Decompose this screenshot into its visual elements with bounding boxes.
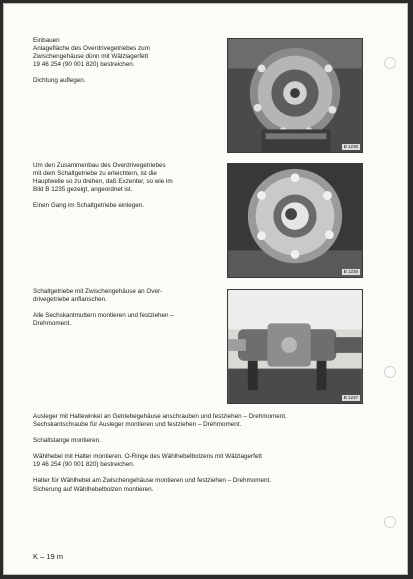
binder-hole xyxy=(384,366,396,378)
figure-b1236-photo xyxy=(227,38,363,153)
bottom-instructions xyxy=(33,413,373,494)
instruction-line: Bild B 1235 gezeigt, angeordnet ist. xyxy=(33,186,133,194)
instruction-line: Schaltstange montieren. xyxy=(33,437,101,445)
instruction-line: Drehmoment. xyxy=(33,320,72,328)
figure-b1235-photo xyxy=(227,163,363,278)
instruction-line: Halter für Wählhebel am Zwischengehäuse montieren und festziehen – Drehmoment. xyxy=(33,477,272,485)
instruction-line: Sechskantschraube für Ausleger montieren und festziehen – Drehmoment. xyxy=(33,421,242,429)
instruction-line: drivegetriebe anflanschen. xyxy=(33,296,107,304)
mainshaft-flange-illustration xyxy=(228,164,362,277)
manual-page xyxy=(3,3,408,575)
section-heading: Einbauen xyxy=(33,37,60,44)
figure-label: B 1235 xyxy=(343,269,358,274)
instruction-line: Alle Sechskantmuttern montieren und festziehen – xyxy=(33,312,174,320)
section-1-text xyxy=(33,37,223,85)
figure-b1237-photo xyxy=(227,289,363,404)
gearbox-housing-illustration xyxy=(228,39,362,152)
instruction-line: Anlagefläche des Overdrivegetriebes zum xyxy=(33,45,150,53)
instruction-line: Wählhebel mit Halter montieren. O-Ringe des Wählhebelbolzens mit Wälzlagerfett xyxy=(33,453,262,461)
instruction-line: Ausleger mit Haltewinkel an Getriebegehäuse anschrauben und festziehen – Drehmoment. xyxy=(33,413,287,420)
figure-label: B 1237 xyxy=(343,395,358,400)
section-2-text xyxy=(33,162,223,210)
instruction-line: Schaltgetriebe mit Zwischengehäuse an Over- xyxy=(33,288,163,295)
gearbox-on-bench-illustration xyxy=(228,290,362,403)
binder-hole xyxy=(384,516,396,528)
figure-label: B 1236 xyxy=(343,144,358,149)
page-number: K – 19 m xyxy=(33,552,64,561)
instruction-line: Sicherung auf Wählhebelbolzen montieren. xyxy=(33,485,154,493)
instruction-line: 19 46 254 (90 001 820) bestreichen. xyxy=(33,61,135,69)
instruction-note: Dichtung auflegen. xyxy=(33,77,86,85)
section-3-text xyxy=(33,288,223,328)
instruction-line: Zwischengehäuse dünn mit Wälzlagerfett xyxy=(33,53,149,61)
instruction-line: 19 46 254 (90 001 820) bestreichen. xyxy=(33,461,135,469)
instruction-note: Einen Gang im Schaltgetriebe einlegen. xyxy=(33,202,144,210)
binder-hole xyxy=(384,57,396,69)
instruction-line: Hauptwelle so zu drehen, daß Exzenter, so wie im xyxy=(33,178,173,186)
instruction-line: mit dem Schaltgetriebe zu erleichtern, ist die xyxy=(33,170,157,178)
instruction-line: Um den Zusammenbau des Overdrivegetriebes xyxy=(33,162,166,169)
